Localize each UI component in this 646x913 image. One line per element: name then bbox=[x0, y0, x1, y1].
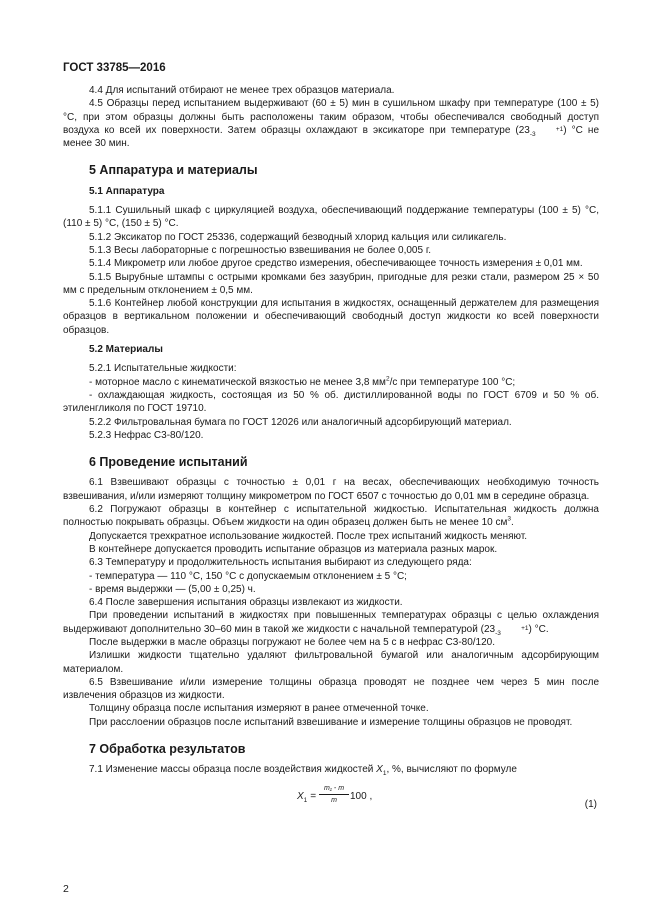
paragraph-6-2 bbox=[63, 503, 599, 530]
paragraph-6-4-c: После выдержки в масле образцы погружают не более чем на 5 с в нефрас С3-80/120. bbox=[89, 636, 496, 648]
paragraph-5-1-4: 5.1.4 Микрометр или любое другое средство измерения, обеспечивающее точность измерения ± 0,01 мм. bbox=[89, 258, 583, 270]
paragraph-7-1-end: , %, вычисляют по формуле bbox=[386, 764, 517, 776]
paragraph-5-2-3: 5.2.3 Нефрас С3-80/120. bbox=[89, 429, 204, 441]
paragraph-6-3: 6.3 Температуру и продолжительность испытания выбирают из следующего ряда: bbox=[89, 557, 472, 569]
paragraph-5-1-2: 5.1.2 Эксикатор по ГОСТ 25336, содержащий безводный хлорид кальция или силикагель. bbox=[89, 231, 507, 243]
formula-lhs-var: X bbox=[297, 790, 304, 802]
paragraph-6-2-b: Допускается трехкратное использование жидкостей. После трех испытаний жидкость меняют. bbox=[89, 530, 528, 542]
paragraph-7-1 bbox=[63, 763, 599, 776]
tolerance-stack bbox=[530, 127, 563, 137]
volume-sup: 3 bbox=[507, 515, 511, 523]
paragraph-5-1-5: 5.1.5 Вырубные штампы с острыми кромками без зазубрин, пригодные для резки стали, размером 25 × 50 мм с предельным отклонением ± 0,5 мм. bbox=[63, 271, 599, 296]
paragraph-6-5-b: Толщину образца после испытания измеряют в ранее отмеченной точке. bbox=[89, 703, 429, 715]
paragraph-6-4-d: Излишки жидкости тщательно удаляют фильтровальной бумагой или аналогичным адсорбирующим материалом. bbox=[63, 650, 599, 675]
oil-text: - моторное масло с кинематической вязкостью не менее 3,8 мм bbox=[89, 376, 386, 388]
paragraph-6-3-time: - время выдержки — (5,00 ± 0,25) ч. bbox=[89, 583, 256, 595]
document-header: ГОСТ 33785—2016 bbox=[63, 62, 166, 74]
formula-equals: = bbox=[307, 790, 316, 802]
subsection-5-2-heading: 5.2 Материалы bbox=[89, 344, 163, 356]
formula-fraction bbox=[319, 783, 349, 806]
paragraph-5-1-3: 5.1.3 Весы лабораторные с погрешностью взвешивания не более 0,005 г. bbox=[89, 244, 432, 256]
paragraph-6-4: 6.4 После завершения испытания образцы извлекают из жидкости. bbox=[89, 597, 403, 609]
paragraph-5-2-1-coolant: - охлаждающая жидкость, состоящая из 50 % об. дистиллированной воды по ГОСТ 6709 и 50 % об. этиленгликоля по ГОСТ 19710. bbox=[63, 389, 599, 415]
paragraph-7-1-text: 7.1 Изменение массы образца после воздействия жидкостей bbox=[89, 764, 377, 776]
subsection-5-1-heading: 5.1 Аппаратура bbox=[89, 185, 165, 197]
paragraph-6-2-c: В контейнере допускается проводить испытание образцов из материала разных марок. bbox=[89, 543, 498, 555]
paragraph-6-1: 6.1 Взвешивают образцы с точностью ± 0,01 г на весах, обеспечивающих необходимую точность взвешивания, и/или измеряют толщину микрометром по ГОСТ 6507 с точностью до 0,01 мм в середине образца. bbox=[63, 477, 599, 502]
paragraph-5-2-1: 5.2.1 Испытательные жидкости: bbox=[89, 363, 237, 375]
paragraph-5-2-2: 5.2.2 Фильтровальная бумага по ГОСТ 12026 или аналогичный адсорбирующий материал. bbox=[89, 416, 512, 428]
variable-x: X bbox=[376, 764, 383, 776]
formula-lhs bbox=[297, 790, 316, 803]
document-body bbox=[63, 84, 599, 813]
formula-1 bbox=[63, 781, 599, 813]
paragraph-4-5-text: 4.5 Образцы перед испытанием выдерживают (60 ± 5) мин в сушильном шкафу при температуре (100 ± 5) °С, при этом образцы должны быть расположены таким образом, чтобы обеспечивался свободный доступ воздуха ко всей их поверхности. Затем образцы охлаждают в эксикаторе при температуре (23 bbox=[63, 98, 599, 136]
paragraph-6-3-temperature: - температура — 110 °С, 150 °С с допускаемым отклонением ± 5 °С; bbox=[89, 570, 407, 582]
paragraph-4-5-end: ) °С не менее 30 мин. bbox=[63, 124, 599, 150]
formula-multiplier: 100 , bbox=[350, 790, 373, 802]
paragraph-4-4: 4.4 Для испытаний отбирают не менее трех образцов материала. bbox=[89, 85, 395, 96]
tolerance-lower-2: -3 bbox=[495, 629, 501, 637]
paragraph-6-2-end: . bbox=[511, 517, 514, 529]
formula-number: (1) bbox=[584, 798, 597, 810]
paragraph-6-4-b-text: При проведении испытаний в жидкостях при повышенных температурах образцы с целью охлаждения выдерживают дополнительно 30–60 мин в такой же жидкости с начальной температурой (23 bbox=[63, 610, 599, 635]
tolerance-upper-2: +1 bbox=[521, 624, 529, 632]
paragraph-5-2-1-oil bbox=[63, 376, 599, 389]
section-7-heading: 7 Обработка результатов bbox=[89, 742, 246, 757]
formula-denominator: m bbox=[331, 796, 337, 804]
formula-numerator: m₁ - m bbox=[319, 783, 349, 795]
paragraph-6-5-c: При расслоении образцов после испытаний взвешивание и измерение толщины образцов не проводят. bbox=[89, 716, 573, 728]
section-6-heading: 6 Проведение испытаний bbox=[89, 455, 248, 470]
formula-lhs-sub: 1 bbox=[303, 796, 308, 804]
paragraph-4-5 bbox=[63, 97, 599, 150]
tolerance-upper: +1 bbox=[555, 125, 564, 133]
tolerance-stack-2 bbox=[495, 626, 528, 636]
paragraph-6-4-b-end: ) °С. bbox=[528, 623, 549, 635]
page-number: 2 bbox=[63, 883, 69, 895]
paragraph-6-4-b bbox=[63, 609, 599, 636]
oil-sup: 2 bbox=[385, 375, 390, 383]
oil-text-end: /с при температуре 100 °С; bbox=[389, 376, 516, 388]
paragraph-5-1-1: 5.1.1 Сушильный шкаф с циркуляцией воздуха, обеспечивающий поддержание температуры (100 ± 5) °С, (110 ± 5) °С, (150 ± 5) °С. bbox=[63, 205, 599, 230]
paragraph-6-5: 6.5 Взвешивание и/или измерение толщины образца проводят не позднее чем через 5 мин после извлечения образцов из жидкости. bbox=[63, 676, 599, 702]
variable-x-sub: 1 bbox=[382, 770, 387, 778]
section-5-heading: 5 Аппаратура и материалы bbox=[89, 163, 258, 178]
paragraph-5-1-6: 5.1.6 Контейнер любой конструкции для испытания в жидкостях, оснащенный держателем для размещения образцов в вертикальном положении и обеспечивающий свободный доступ жидкости ко всей поверхности образцов. bbox=[63, 298, 599, 336]
paragraph-6-2-text: 6.2 Погружают образцы в контейнер с испытательной жидкостью. Испытательная жидкость должна полностью покрывать образцы. Объем жидкости на один образец должен быть не менее 10 см bbox=[63, 504, 599, 529]
tolerance-lower: -3 bbox=[529, 130, 536, 138]
